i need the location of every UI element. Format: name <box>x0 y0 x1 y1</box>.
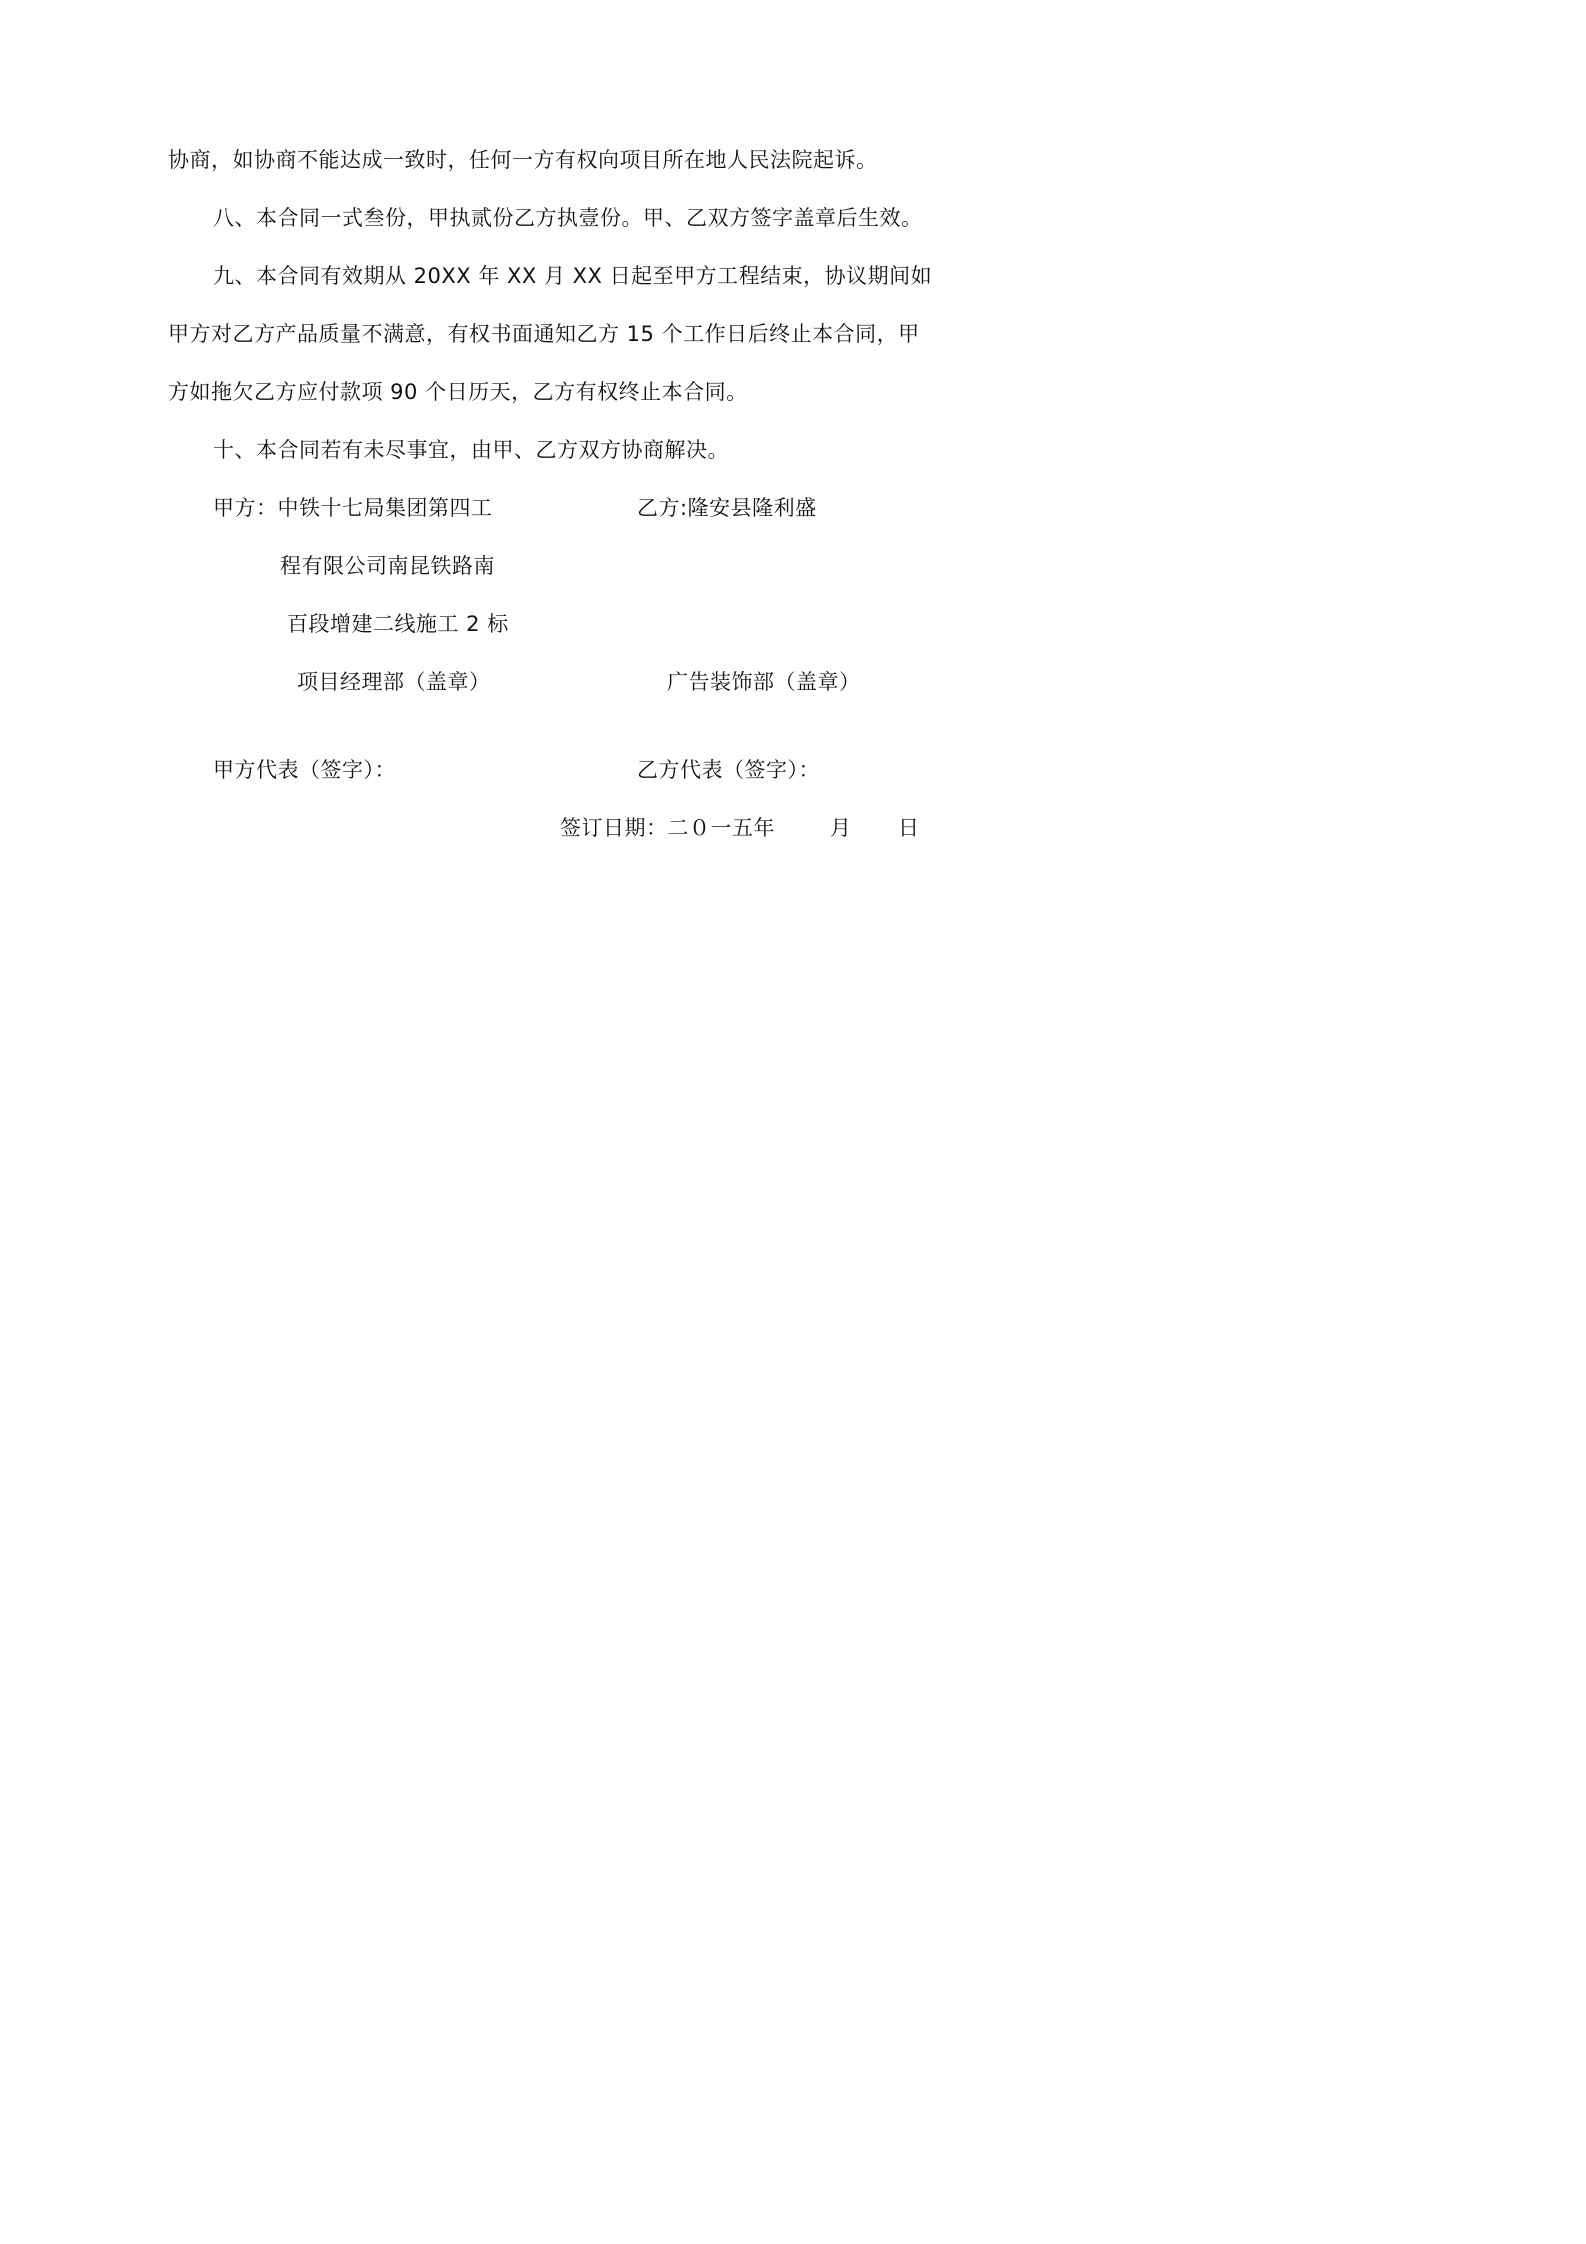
clause-8: 八、本合同一式叁份，甲执贰份乙方执壹份。甲、乙双方签字盖章后生效。 <box>213 206 923 230</box>
clause-9-line-1: 九、本合同有效期从 20XX 年 XX 月 XX 日起至甲方工程结束，协议期间如 <box>213 264 933 288</box>
party-a-name-line-1: 甲方：中铁十七局集团第四工 <box>213 496 493 520</box>
party-a-representative-signature: 甲方代表（签字）： <box>213 758 396 782</box>
party-a-seal-line: 项目经理部（盖章） <box>297 670 491 694</box>
party-b-representative-signature: 乙方代表（签字）： <box>637 758 820 782</box>
signing-date-day: 日 <box>898 816 920 840</box>
party-a-name-line-3: 百段增建二线施工 2 标 <box>287 612 509 636</box>
signing-date-label: 签订日期：二０一五年 <box>560 816 775 840</box>
party-b-seal-line: 广告装饰部（盖章） <box>667 670 861 694</box>
clause-9-line-2: 甲方对乙方产品质量不满意，有权书面通知乙方 15 个工作日后终止本合同，甲 <box>168 322 920 346</box>
signing-date-month: 月 <box>830 816 852 840</box>
signing-date-row <box>560 814 940 842</box>
document-page <box>0 0 1103 1560</box>
clause-7-continuation: 协商，如协商不能达成一致时，任何一方有权向项目所在地人民法院起诉。 <box>168 148 878 172</box>
clause-10: 十、本合同若有未尽事宜，由甲、乙方双方协商解决。 <box>213 438 729 462</box>
party-a-name-line-2: 程有限公司南昆铁路南 <box>280 554 495 578</box>
party-b-name-line-1: 乙方:隆安县隆利盛 <box>637 496 817 520</box>
clause-9-line-3: 方如拖欠乙方应付款项 90 个日历天，乙方有权终止本合同。 <box>168 380 748 404</box>
